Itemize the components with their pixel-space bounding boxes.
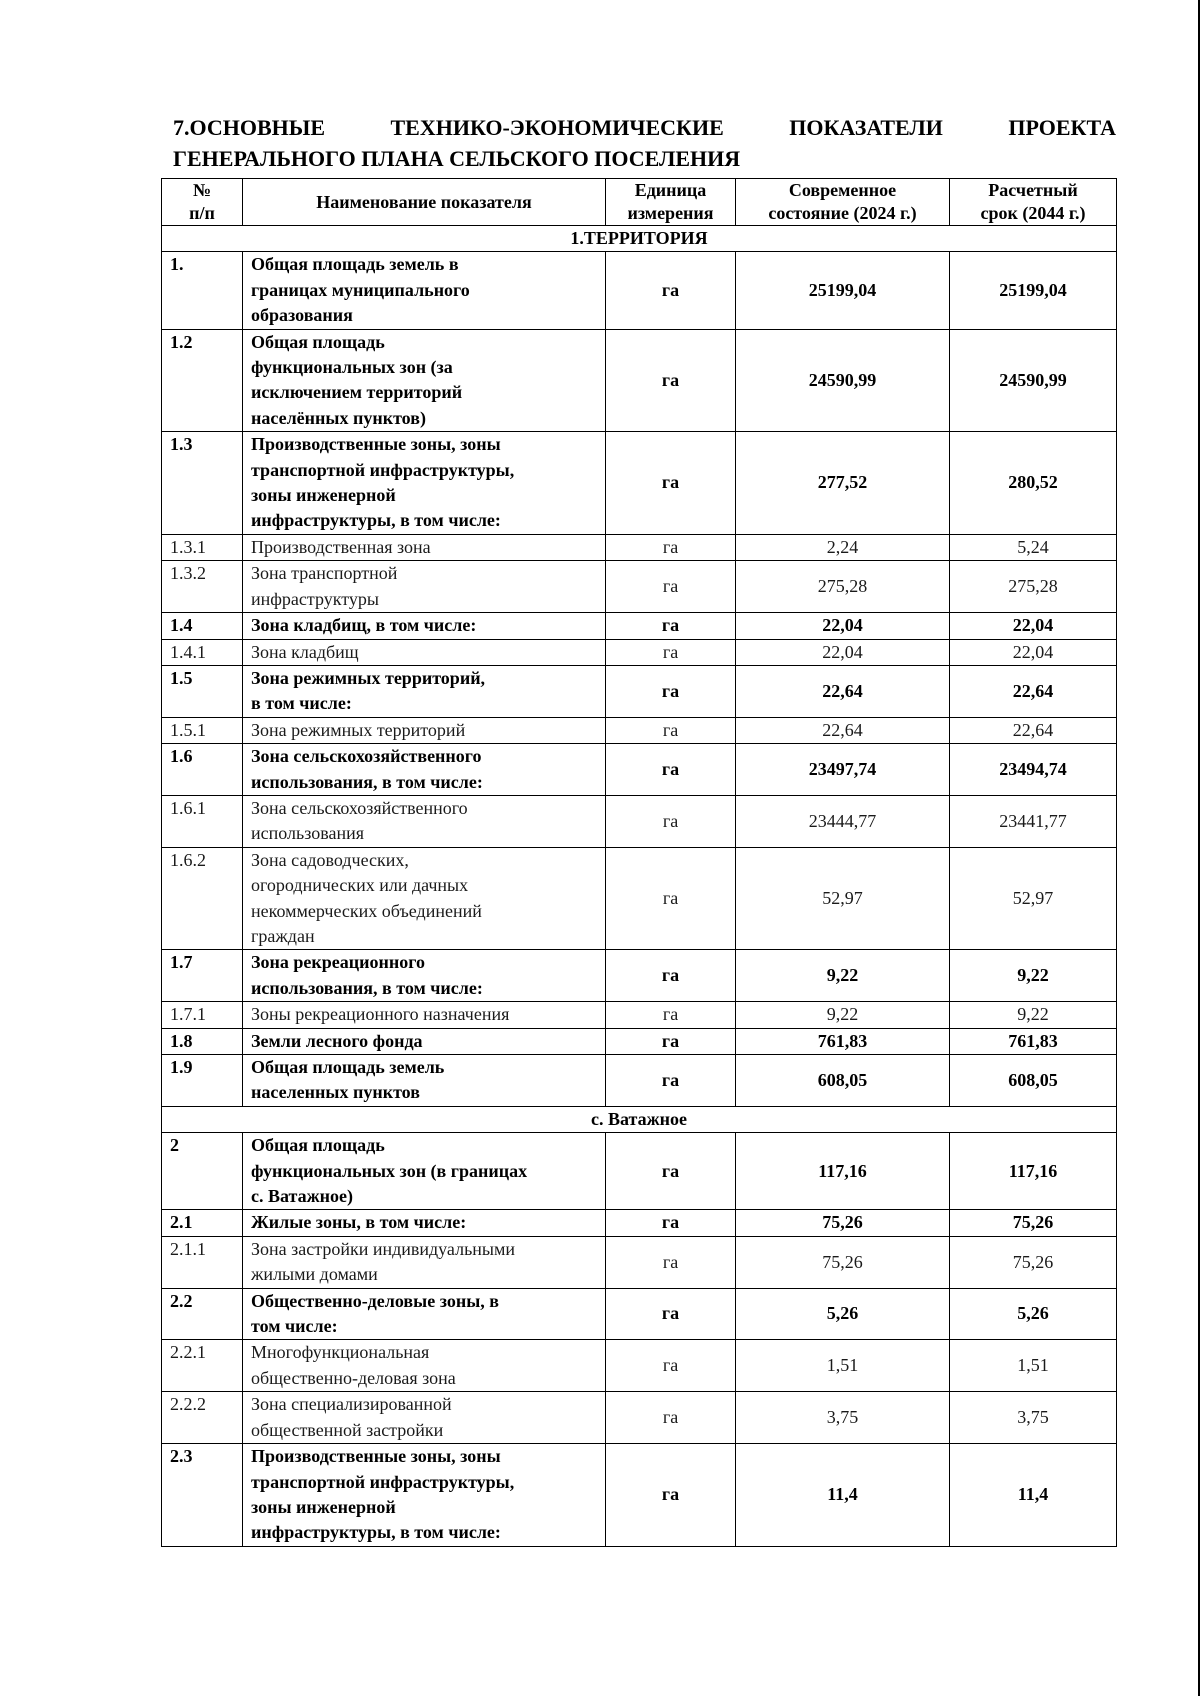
cell-name-line: инфраструктуры, в том числе: xyxy=(251,510,501,531)
table-row xyxy=(162,1340,1117,1392)
header-future: Расчетный срок (2044 г.) xyxy=(950,179,1117,226)
cell-name-line: Зона кладбищ, в том числе: xyxy=(251,615,477,636)
cell-name-line: использования, в том числе: xyxy=(251,977,483,998)
heading-word: ТЕХНИКО-ЭКОНОМИЧЕСКИЕ xyxy=(390,115,724,140)
table-row xyxy=(162,950,1117,1002)
cell-name-line: в том числе: xyxy=(251,693,352,714)
cell-future: 23441,77 xyxy=(950,795,1117,847)
cell-unit: га xyxy=(606,613,736,639)
section-title: с. Ватажное xyxy=(162,1106,1117,1132)
cell-num: 1.6.2 xyxy=(162,847,243,950)
cell-name-line: с. Ватажное) xyxy=(251,1186,353,1207)
cell-num: 1.5.1 xyxy=(162,717,243,743)
table-row xyxy=(162,1133,1117,1210)
cell-name xyxy=(243,1392,606,1444)
heading-word: ПОКАЗАТЕЛИ xyxy=(789,115,943,140)
cell-current: 11,4 xyxy=(736,1444,950,1547)
cell-future: 280,52 xyxy=(950,432,1117,535)
table-row xyxy=(162,1444,1117,1547)
cell-name-line: Зона сельскохозяйственного xyxy=(251,746,482,767)
section-row xyxy=(162,1106,1117,1132)
cell-num: 1.4 xyxy=(162,613,243,639)
table-row xyxy=(162,561,1117,613)
cell-unit: га xyxy=(606,252,736,329)
cell-name xyxy=(243,639,606,665)
cell-name xyxy=(243,534,606,560)
cell-future: 11,4 xyxy=(950,1444,1117,1547)
cell-unit: га xyxy=(606,665,736,717)
cell-name xyxy=(243,252,606,329)
header-current: Современное состояние (2024 г.) xyxy=(736,179,950,226)
cell-name-line: том числе: xyxy=(251,1316,338,1337)
cell-name-line: Зона сельскохозяйственного xyxy=(251,797,468,818)
cell-name-line: Зона режимных территорий xyxy=(251,719,466,740)
cell-name-line: транспортной инфраструктуры, xyxy=(251,459,515,480)
table-row xyxy=(162,717,1117,743)
cell-unit: га xyxy=(606,1392,736,1444)
cell-future: 9,22 xyxy=(950,950,1117,1002)
cell-current: 275,28 xyxy=(736,561,950,613)
cell-name xyxy=(243,1133,606,1210)
cell-name xyxy=(243,432,606,535)
indicators-table xyxy=(161,178,1117,1547)
document-page xyxy=(161,112,1116,1547)
cell-future: 22,04 xyxy=(950,639,1117,665)
cell-num: 2.2 xyxy=(162,1288,243,1340)
table-row xyxy=(162,665,1117,717)
section-row xyxy=(162,226,1117,252)
cell-unit: га xyxy=(606,1288,736,1340)
cell-name-line: общественно-деловая зона xyxy=(251,1367,456,1388)
cell-name xyxy=(243,665,606,717)
cell-name-line: функциональных зон (за xyxy=(251,357,453,378)
cell-future: 608,05 xyxy=(950,1055,1117,1107)
cell-num: 2 xyxy=(162,1133,243,1210)
cell-future: 25199,04 xyxy=(950,252,1117,329)
cell-num: 2.3 xyxy=(162,1444,243,1547)
cell-unit: га xyxy=(606,432,736,535)
cell-current: 3,75 xyxy=(736,1392,950,1444)
cell-name xyxy=(243,717,606,743)
cell-future: 22,64 xyxy=(950,665,1117,717)
cell-num: 2.2.2 xyxy=(162,1392,243,1444)
cell-future: 761,83 xyxy=(950,1028,1117,1054)
cell-unit: га xyxy=(606,329,736,432)
cell-num: 2.1 xyxy=(162,1210,243,1236)
cell-name-line: Зона режимных территорий, xyxy=(251,667,486,688)
cell-current: 2,24 xyxy=(736,534,950,560)
cell-num: 1.3.2 xyxy=(162,561,243,613)
cell-name-line: образования xyxy=(251,305,353,326)
cell-current: 608,05 xyxy=(736,1055,950,1107)
cell-current: 5,26 xyxy=(736,1288,950,1340)
cell-unit: га xyxy=(606,1236,736,1288)
cell-num: 1.5 xyxy=(162,665,243,717)
table-body xyxy=(162,226,1117,1547)
cell-unit: га xyxy=(606,950,736,1002)
table-row xyxy=(162,252,1117,329)
cell-future: 75,26 xyxy=(950,1210,1117,1236)
cell-name-line: использования, в том числе: xyxy=(251,771,483,792)
cell-name-line: транспортной инфраструктуры, xyxy=(251,1471,515,1492)
cell-name-line: жилыми домами xyxy=(251,1264,378,1285)
cell-name xyxy=(243,561,606,613)
cell-name-line: исключением территорий xyxy=(251,382,463,403)
cell-future: 1,51 xyxy=(950,1340,1117,1392)
cell-unit: га xyxy=(606,1028,736,1054)
cell-current: 22,64 xyxy=(736,717,950,743)
cell-num: 2.2.1 xyxy=(162,1340,243,1392)
cell-name xyxy=(243,795,606,847)
cell-unit: га xyxy=(606,1340,736,1392)
cell-name xyxy=(243,1288,606,1340)
cell-unit: га xyxy=(606,1210,736,1236)
cell-num: 2.1.1 xyxy=(162,1236,243,1288)
cell-name-line: Производственные зоны, зоны xyxy=(251,434,501,455)
cell-unit: га xyxy=(606,744,736,796)
cell-name-line: Зона застройки индивидуальными xyxy=(251,1238,516,1259)
cell-num: 1.7.1 xyxy=(162,1002,243,1028)
table-row xyxy=(162,329,1117,432)
cell-current: 9,22 xyxy=(736,1002,950,1028)
header-name: Наименование показателя xyxy=(243,179,606,226)
cell-unit: га xyxy=(606,1444,736,1547)
cell-name-line: общественной застройки xyxy=(251,1419,444,1440)
table-row xyxy=(162,744,1117,796)
cell-num: 1.3.1 xyxy=(162,534,243,560)
cell-name-line: границах муниципального xyxy=(251,279,470,300)
cell-name-line: Общая площадь xyxy=(251,331,385,352)
cell-current: 75,26 xyxy=(736,1236,950,1288)
cell-name-line: зоны инженерной xyxy=(251,1496,396,1517)
cell-unit: га xyxy=(606,639,736,665)
table-row xyxy=(162,1055,1117,1107)
cell-name xyxy=(243,1444,606,1547)
cell-unit: га xyxy=(606,1002,736,1028)
cell-name-line: огороднических или дачных xyxy=(251,875,469,896)
cell-name-line: некоммерческих объединений xyxy=(251,900,482,921)
heading-word: 7.ОСНОВНЫЕ xyxy=(173,115,326,140)
cell-name xyxy=(243,950,606,1002)
cell-name-line: Общая площадь xyxy=(251,1135,385,1156)
cell-name xyxy=(243,1340,606,1392)
cell-unit: га xyxy=(606,561,736,613)
cell-unit: га xyxy=(606,847,736,950)
cell-name xyxy=(243,1002,606,1028)
heading-word: ПРОЕКТА xyxy=(1008,115,1116,140)
table-row xyxy=(162,639,1117,665)
cell-current: 22,04 xyxy=(736,613,950,639)
cell-name-line: Многофункциональная xyxy=(251,1342,430,1363)
cell-future: 275,28 xyxy=(950,561,1117,613)
cell-current: 52,97 xyxy=(736,847,950,950)
cell-num: 1.3 xyxy=(162,432,243,535)
cell-num: 1.9 xyxy=(162,1055,243,1107)
cell-name-line: инфраструктуры xyxy=(251,588,379,609)
cell-unit: га xyxy=(606,534,736,560)
cell-name xyxy=(243,1210,606,1236)
cell-name-line: инфраструктуры, в том числе: xyxy=(251,1522,501,1543)
table-row xyxy=(162,1236,1117,1288)
cell-name-line: населённых пунктов) xyxy=(251,407,426,428)
cell-name xyxy=(243,613,606,639)
cell-current: 75,26 xyxy=(736,1210,950,1236)
table-row xyxy=(162,432,1117,535)
cell-current: 117,16 xyxy=(736,1133,950,1210)
cell-name-line: Жилые зоны, в том числе: xyxy=(251,1212,467,1233)
cell-current: 24590,99 xyxy=(736,329,950,432)
cell-current: 23497,74 xyxy=(736,744,950,796)
cell-future: 3,75 xyxy=(950,1392,1117,1444)
cell-current: 1,51 xyxy=(736,1340,950,1392)
table-row xyxy=(162,847,1117,950)
section-title: 1.ТЕРРИТОРИЯ xyxy=(162,226,1117,252)
header-unit: Единица измерения xyxy=(606,179,736,226)
cell-unit: га xyxy=(606,1133,736,1210)
cell-name xyxy=(243,847,606,950)
table-row xyxy=(162,1002,1117,1028)
cell-future: 22,04 xyxy=(950,613,1117,639)
cell-num: 1.4.1 xyxy=(162,639,243,665)
cell-future: 22,64 xyxy=(950,717,1117,743)
heading-line-2: ГЕНЕРАЛЬНОГО ПЛАНА СЕЛЬСКОГО ПОСЕЛЕНИЯ xyxy=(173,146,741,171)
cell-current: 277,52 xyxy=(736,432,950,535)
table-row xyxy=(162,613,1117,639)
cell-num: 1.2 xyxy=(162,329,243,432)
cell-name-line: Зоны рекреационного назначения xyxy=(251,1004,510,1025)
cell-unit: га xyxy=(606,717,736,743)
table-row xyxy=(162,795,1117,847)
table-row xyxy=(162,534,1117,560)
cell-name-line: Зона кладбищ xyxy=(251,641,359,662)
cell-name-line: Общая площадь земель в xyxy=(251,254,459,275)
cell-unit: га xyxy=(606,1055,736,1107)
cell-name-line: Земли лесного фонда xyxy=(251,1030,423,1051)
cell-name-line: Производственная зона xyxy=(251,536,431,557)
cell-future: 24590,99 xyxy=(950,329,1117,432)
cell-name-line: Зона специализированной xyxy=(251,1394,452,1415)
cell-num: 1.7 xyxy=(162,950,243,1002)
cell-name-line: функциональных зон (в границах xyxy=(251,1160,528,1181)
cell-num: 1.6 xyxy=(162,744,243,796)
table-row xyxy=(162,1028,1117,1054)
cell-current: 23444,77 xyxy=(736,795,950,847)
cell-name-line: Общая площадь земель xyxy=(251,1057,445,1077)
cell-name xyxy=(243,1028,606,1054)
cell-name-line: Общественно-деловые зоны, в xyxy=(251,1290,499,1311)
cell-name-line: зоны инженерной xyxy=(251,485,396,506)
document-heading xyxy=(173,112,1116,174)
cell-future: 75,26 xyxy=(950,1236,1117,1288)
cell-name-line: Зона садоводческих, xyxy=(251,849,409,870)
cell-num: 1. xyxy=(162,252,243,329)
heading-line-1 xyxy=(173,112,1116,143)
cell-future: 5,24 xyxy=(950,534,1117,560)
cell-future: 52,97 xyxy=(950,847,1117,950)
cell-unit: га xyxy=(606,795,736,847)
cell-future: 117,16 xyxy=(950,1133,1117,1210)
cell-name xyxy=(243,1236,606,1288)
table-row xyxy=(162,1392,1117,1444)
cell-num: 1.6.1 xyxy=(162,795,243,847)
cell-current: 761,83 xyxy=(736,1028,950,1054)
cell-num: 1.8 xyxy=(162,1028,243,1054)
cell-name-line: граждан xyxy=(251,925,315,946)
table-row xyxy=(162,1288,1117,1340)
header-num: № п/п xyxy=(162,179,243,226)
cell-name-line: населенных пунктов xyxy=(251,1082,420,1103)
cell-current: 22,64 xyxy=(736,665,950,717)
cell-name xyxy=(243,744,606,796)
table-header-row xyxy=(162,179,1117,226)
cell-name xyxy=(243,1055,606,1107)
cell-current: 22,04 xyxy=(736,639,950,665)
cell-current: 25199,04 xyxy=(736,252,950,329)
cell-name-line: Зона транспортной xyxy=(251,563,398,584)
cell-name-line: Производственные зоны, зоны xyxy=(251,1446,501,1467)
cell-name xyxy=(243,329,606,432)
cell-future: 9,22 xyxy=(950,1002,1117,1028)
cell-current: 9,22 xyxy=(736,950,950,1002)
cell-future: 23494,74 xyxy=(950,744,1117,796)
table-row xyxy=(162,1210,1117,1236)
cell-future: 5,26 xyxy=(950,1288,1117,1340)
cell-name-line: Зона рекреационного xyxy=(251,952,425,973)
cell-name-line: использования xyxy=(251,823,365,844)
